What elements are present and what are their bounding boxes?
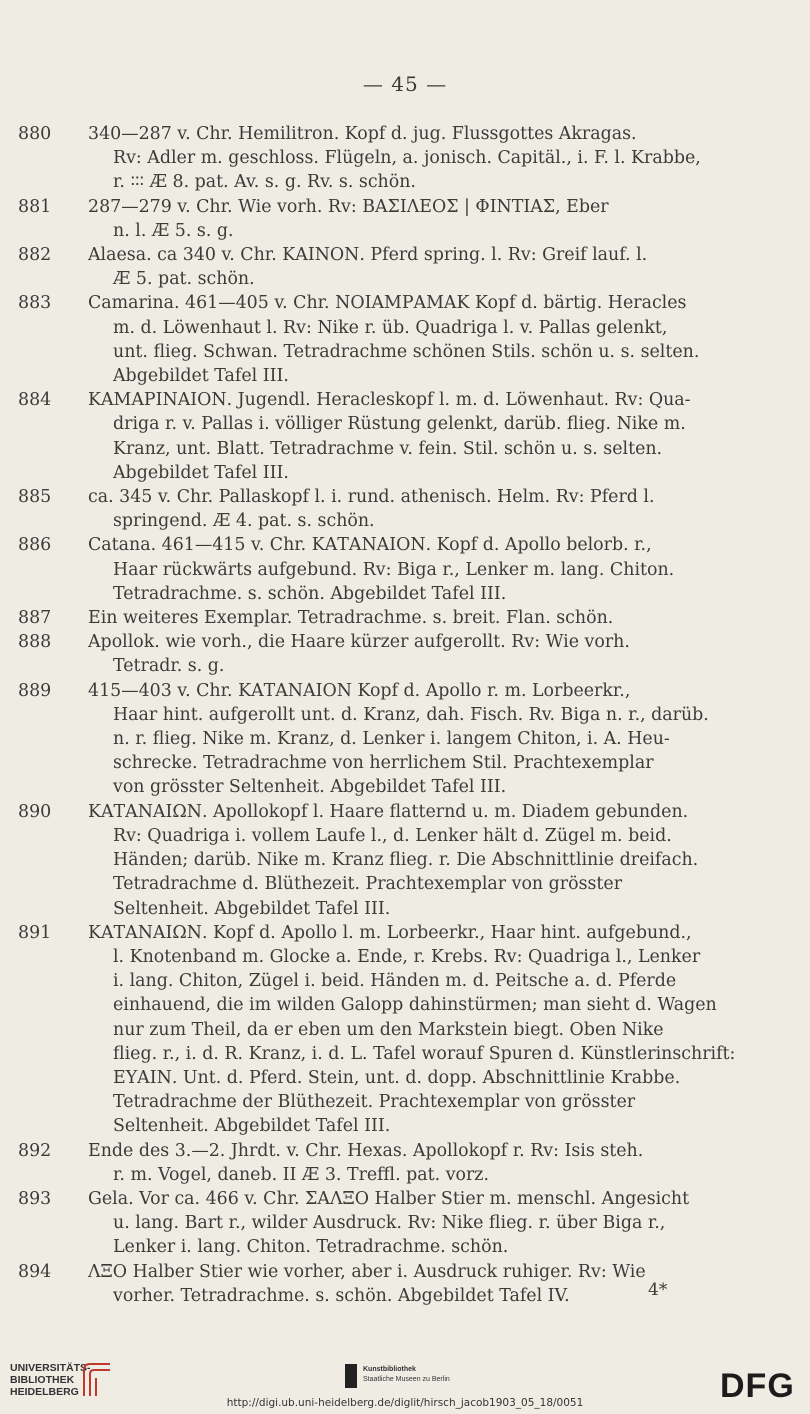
entry-text	[88, 291, 778, 388]
entry-number: 880	[18, 124, 52, 144]
entry-text	[88, 606, 778, 630]
entry-number: 888	[18, 632, 52, 653]
entry-line: Seltenheit. Abgebildet Tafel III.	[113, 1116, 391, 1137]
entry-line: einhauend, die im wilden Galopp dahinstürmen; man sieht d. Wagen	[113, 995, 717, 1016]
entry-line: vorher. Tetradrachme. s. schön. Abgebildet Tafel IV.	[113, 1285, 570, 1306]
entry-line: l. Knotenband m. Glocke a. Ende, r. Krebs. Rv: Quadriga l., Lenker	[113, 946, 701, 967]
entry-text	[88, 921, 778, 1139]
entry-line: ΚΑΜΑΡΙΝΑΙΟΝ. Jugendl. Heracleskopf l. m. d. Löwenhaut. Rv: Qua-	[88, 390, 691, 411]
entry-line: ΚΑΤΑΝΑΙΩΝ. Apollokopf l. Haare flatternd u. m. Diadem gebunden.	[88, 801, 689, 822]
entry-line: ΕΥΑΙΝ. Unt. d. Pferd. Stein, unt. d. dopp. Abschnittlinie Krabbe.	[113, 1067, 681, 1088]
entry-number: 883	[18, 293, 52, 314]
entry-line: Camarina. 461—405 v. Chr. ΝΟΙΑΜΡΑΜΑΚ Kopf d. bärtig. Heracles	[88, 293, 687, 314]
entry-line: Abgebildet Tafel III.	[113, 366, 289, 387]
source-url-link[interactable]: http://digi.ub.uni-heidelberg.de/diglit/hirsch_jacob1903_05_18/0051	[226, 1397, 584, 1409]
entry-line: Æ 5. pat. schön.	[113, 269, 255, 290]
entry-number: 889	[18, 680, 52, 701]
entry-text	[88, 1187, 778, 1260]
catalog-entry	[18, 679, 778, 800]
entry-line: unt. flieg. Schwan. Tetradrachme schönen Stils. schön u. s. selten.	[113, 341, 700, 362]
entry-number: 893	[18, 1188, 52, 1209]
entry-line: Rv: Adler m. geschloss. Flügeln, a. jonisch. Capitäl., i. F. l. Krabbe,	[113, 148, 701, 169]
library-name	[10, 1362, 91, 1398]
kunstbibliothek-text	[363, 1365, 450, 1385]
entry-line: ΚΑΤΑΝΑΙΩΝ. Kopf d. Apollo l. m. Lorbeerkr., Haar hint. aufgebund.,	[88, 922, 692, 943]
catalog-entry	[18, 606, 778, 630]
catalog-entry	[18, 291, 778, 388]
dfg-logo: DFG	[720, 1367, 795, 1405]
entry-line: Rv: Quadriga i. vollem Laufe l., d. Lenker hält d. Zügel m. beid.	[113, 825, 672, 846]
catalog-entry	[18, 388, 778, 485]
entry-line: von grösster Seltenheit. Abgebildet Tafel III.	[113, 777, 507, 798]
kunstbibliothek-subtitle: Staatliche Museen zu Berlin	[363, 1376, 450, 1383]
entry-line: Abgebildet Tafel III.	[113, 462, 289, 483]
entry-line: r. m. Vogel, daneb. II Æ 3. Treffl. pat. vorz.	[113, 1164, 490, 1185]
entry-line: Ende des 3.—2. Jhrdt. v. Chr. Hexas. Apollokopf r. Rv: Isis steh.	[88, 1140, 644, 1161]
signature-mark: 4*	[648, 1280, 668, 1300]
entry-number: 882	[18, 245, 52, 266]
entry-line: Haar rückwärts aufgebund. Rv: Biga r., Lenker m. lang. Chiton.	[113, 559, 675, 580]
university-library-logo-icon	[80, 1360, 116, 1400]
catalog-entry	[18, 243, 778, 291]
entry-line: Kranz, unt. Blatt. Tetradrachme v. fein. Stil. schön u. s. selten.	[113, 438, 663, 459]
entry-number: 881	[18, 196, 52, 217]
entry-text	[88, 1260, 778, 1308]
entry-line: schrecke. Tetradrachme von herrlichem Stil. Prachtexemplar	[113, 753, 654, 774]
entry-line: 415—403 v. Chr. ΚΑΤΑΝΑΙΟΝ Kopf d. Apollo r. m. Lorbeerkr.,	[88, 680, 631, 701]
entry-line: driga r. v. Pallas i. völliger Rüstung gelenkt, darüb. flieg. Nike m.	[113, 414, 686, 435]
catalog-entries	[18, 122, 778, 1308]
entry-number: 892	[18, 1140, 52, 1161]
entry-text	[88, 388, 778, 485]
catalog-entry	[18, 533, 778, 606]
entry-text	[88, 1139, 778, 1187]
library-line: BIBLIOTHEK	[10, 1374, 75, 1386]
entry-line: Catana. 461—415 v. Chr. ΚΑΤΑΝΑΙΟΝ. Kopf d. Apollo belorb. r.,	[88, 535, 652, 556]
entry-line: springend. Æ 4. pat. s. schön.	[113, 511, 375, 532]
entry-number: 886	[18, 535, 52, 556]
entry-text	[88, 485, 778, 533]
entry-number: 890	[18, 801, 52, 822]
entry-line: Seltenheit. Abgebildet Tafel III.	[113, 898, 391, 919]
library-line: HEIDELBERG	[10, 1386, 79, 1398]
entry-line: n. l. Æ 5. s. g.	[113, 220, 234, 241]
entry-line: flieg. r., i. d. R. Kranz, i. d. L. Tafel worauf Spuren d. Künstlerinschrift:	[113, 1043, 736, 1064]
entry-number: 894	[18, 1261, 52, 1282]
entry-line: nur zum Theil, da er eben um den Markstein biegt. Oben Nike	[113, 1019, 664, 1040]
entry-line: Tetradrachme d. Blüthezeit. Prachtexemplar von grösster	[113, 874, 623, 895]
entry-line: Tetradrachme. s. schön. Abgebildet Tafel III.	[113, 583, 507, 604]
entry-text	[88, 630, 778, 678]
entry-line: 340—287 v. Chr. Hemilitron. Kopf d. jug. Flussgottes Akragas.	[88, 124, 637, 144]
kunstbibliothek-logo-icon	[345, 1364, 357, 1388]
entry-line: Lenker i. lang. Chiton. Tetradrachme. schön.	[113, 1237, 509, 1258]
entry-line: n. r. flieg. Nike m. Kranz, d. Lenker i. langem Chiton, i. A. Heu-	[113, 729, 670, 750]
page-header: — 45 —	[362, 72, 448, 96]
entry-line: r. ∶∶∶ Æ 8. pat. Av. s. g. Rv. s. schön.	[113, 172, 416, 193]
entry-line: i. lang. Chiton, Zügel i. beid. Händen m. d. Peitsche a. d. Pferde	[113, 971, 677, 992]
catalog-entry	[18, 1187, 778, 1260]
entry-text	[88, 195, 778, 243]
entry-number: 891	[18, 922, 52, 943]
entry-line: ca. 345 v. Chr. Pallaskopf l. i. rund. athenisch. Helm. Rv: Pferd l.	[88, 487, 655, 508]
entry-line: Tetradrachme der Blüthezeit. Prachtexemplar von grösster	[113, 1092, 636, 1113]
entry-text	[88, 679, 778, 800]
entry-number: 885	[18, 487, 52, 508]
catalog-entry	[18, 921, 778, 1139]
entry-line: Tetradr. s. g.	[113, 656, 225, 677]
catalog-entry	[18, 485, 778, 533]
entry-text	[88, 533, 778, 606]
library-line: UNIVERSITÄTS-	[10, 1362, 91, 1374]
entry-line: Haar hint. aufgerollt unt. d. Kranz, dah. Fisch. Rv. Biga n. r., darüb.	[113, 704, 709, 725]
kunstbibliothek-title: Kunstbibliothek	[363, 1366, 416, 1373]
entry-line: Gela. Vor ca. 466 v. Chr. ΣΑΛΞΟ Halber Stier m. menschl. Angesicht	[88, 1188, 690, 1209]
entry-line: Alaesa. ca 340 v. Chr. ΚΑΙΝΟΝ. Pferd spring. l. Rv: Greif lauf. l.	[88, 245, 648, 266]
entry-number: 884	[18, 390, 52, 411]
entry-text	[88, 243, 778, 291]
entry-text	[88, 122, 778, 195]
catalog-entry	[18, 630, 778, 678]
entry-line: Händen; darüb. Nike m. Kranz flieg. r. Die Abschnittlinie dreifach.	[113, 850, 699, 871]
catalog-entry	[18, 1139, 778, 1187]
entry-number: 887	[18, 608, 52, 629]
catalog-entry	[18, 195, 778, 243]
entry-line: ΛΞΟ Halber Stier wie vorher, aber i. Ausdruck ruhiger. Rv: Wie	[88, 1261, 646, 1282]
catalog-entry	[18, 122, 778, 195]
entry-line: Ein weiteres Exemplar. Tetradrachme. s. breit. Flan. schön.	[88, 608, 614, 629]
entry-text	[88, 800, 778, 921]
entry-line: u. lang. Bart r., wilder Ausdruck. Rv: Nike flieg. r. über Biga r.,	[113, 1213, 666, 1234]
entry-line: Apollok. wie vorh., die Haare kürzer aufgerollt. Rv: Wie vorh.	[88, 632, 630, 653]
catalog-entry	[18, 800, 778, 921]
entry-line: m. d. Löwenhaut l. Rv: Nike r. üb. Quadriga l. v. Pallas gelenkt,	[113, 317, 668, 338]
entry-line: 287—279 v. Chr. Wie vorh. Rv: ΒΑΣΙΛΕΟΣ | ΦΙΝΤΙΑΣ, Eber	[88, 196, 609, 217]
